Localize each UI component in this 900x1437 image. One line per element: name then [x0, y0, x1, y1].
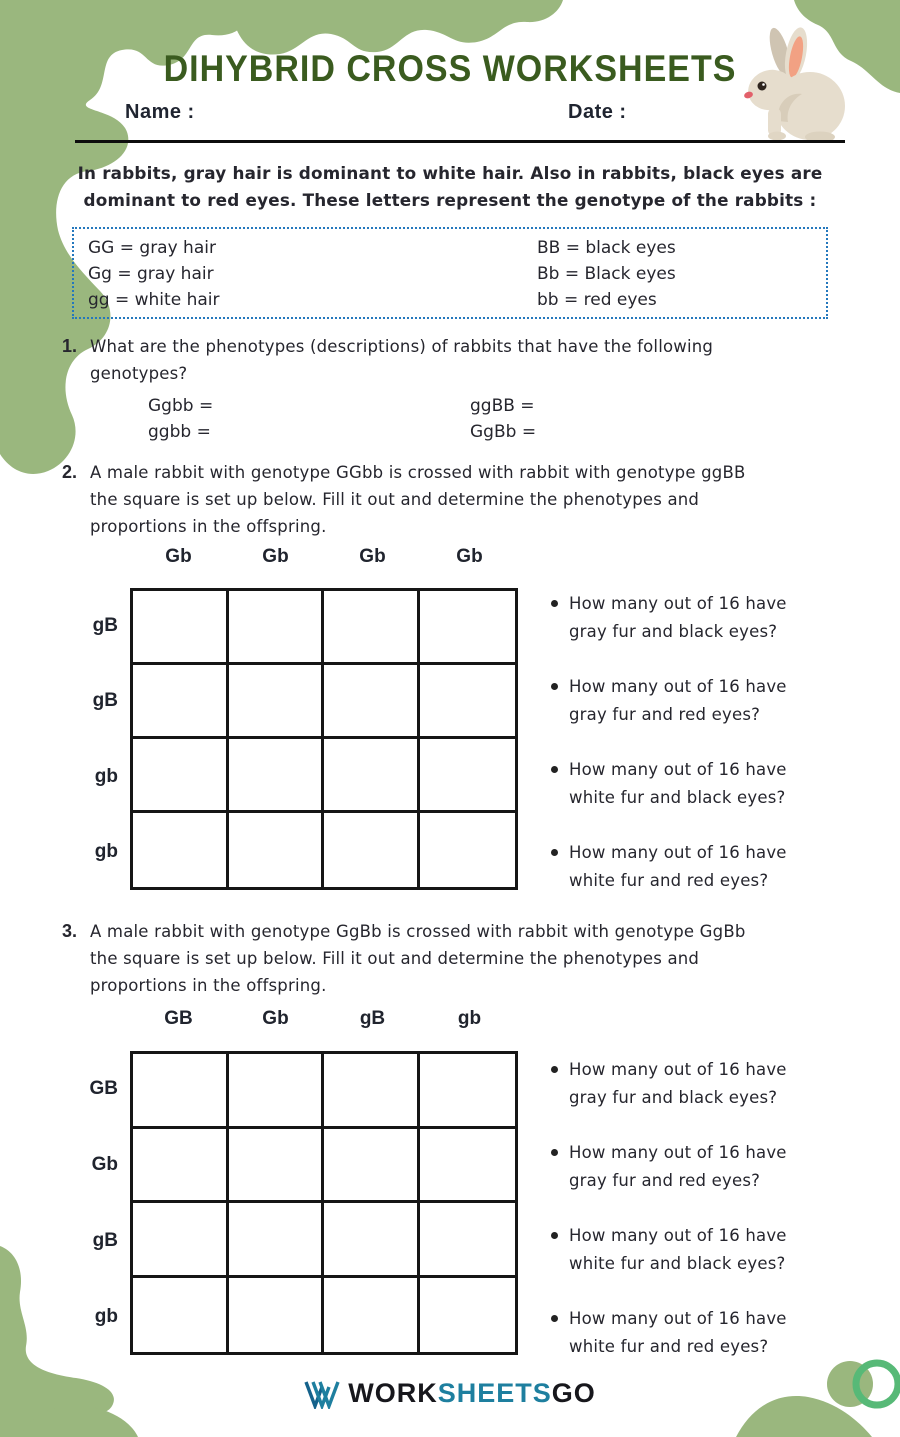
- page-title: DIHYBRID CROSS WORKSHEETS: [163, 48, 737, 90]
- bullet-item: [551, 1139, 887, 1194]
- q1-answer-blanks-left: [148, 393, 213, 445]
- question-3-line-3: proportions in the offspring.: [90, 976, 327, 995]
- bullet-dot-icon: [551, 766, 558, 773]
- bullet-item: [551, 1056, 887, 1111]
- punnett-3-row-headers: [70, 1051, 118, 1355]
- logo-word-sheets: SHEETS: [437, 1378, 552, 1408]
- punnett-cell[interactable]: [229, 591, 325, 665]
- bullet-line: gray fur and red eyes?: [569, 704, 761, 724]
- punnett-cell[interactable]: [420, 739, 516, 813]
- bullet-line: How many out of 16 have: [569, 594, 787, 613]
- punnett-cell[interactable]: [229, 1129, 325, 1204]
- punnett-row-header: gb: [94, 765, 118, 787]
- key-item: GG = gray hair: [88, 238, 216, 258]
- question-3-text: [90, 918, 860, 999]
- punnett-row-header: gb: [94, 1306, 118, 1327]
- bullet-dot-icon: [551, 600, 558, 607]
- punnett-col-header: Gb: [262, 546, 289, 567]
- bullet-line: How many out of 16 have: [569, 1226, 787, 1245]
- question-2-line-2: the square is set up below. Fill it out and determine the phenotypes and: [90, 490, 700, 509]
- key-item: Bb = Black eyes: [537, 264, 676, 284]
- intro-text: [40, 160, 860, 214]
- punnett-col-header: Gb: [165, 546, 192, 567]
- bullet-dot-icon: [551, 1066, 558, 1073]
- logo-word-work: WORK: [348, 1378, 438, 1408]
- question-2-number: 2.: [62, 462, 78, 482]
- punnett-col-header: gb: [457, 1008, 482, 1029]
- genotype-key-left: [88, 235, 219, 313]
- bullet-item: [551, 673, 887, 728]
- genotype-key-box: [72, 227, 828, 319]
- punnett-cell[interactable]: [133, 1054, 229, 1129]
- worksheetsgo-wordmark: [348, 1378, 596, 1409]
- bullet-line: How many out of 16 have: [569, 677, 787, 696]
- bullet-line: gray fur and black eyes?: [569, 621, 778, 641]
- question-1-line-1: What are the phenotypes (descriptions) of rabbits that have the following: [90, 337, 714, 356]
- punnett-cell[interactable]: [133, 1129, 229, 1204]
- punnett-cell[interactable]: [324, 1129, 420, 1204]
- punnett-col-header: gB: [359, 1008, 386, 1029]
- punnett-3-column-headers: [130, 1008, 518, 1030]
- answer-blank: GgBb =: [470, 422, 537, 442]
- question-2-text: [90, 459, 860, 540]
- punnett-cell[interactable]: [229, 813, 325, 887]
- answer-blank: ggbb =: [148, 422, 211, 442]
- answer-blank: ggBB =: [470, 396, 535, 416]
- punnett-row-header: gB: [92, 1230, 118, 1251]
- answer-blank: Ggbb =: [148, 396, 214, 416]
- punnett-cell[interactable]: [133, 813, 229, 887]
- bullet-dot-icon: [551, 683, 558, 690]
- worksheetsgo-logo: [0, 1378, 900, 1409]
- question-3-line-1: A male rabbit with genotype GgBb is crossed with rabbit with genotype GgBb: [90, 922, 746, 941]
- punnett-square-2: [130, 588, 518, 890]
- bullet-dot-icon: [551, 1315, 558, 1322]
- punnett-cell[interactable]: [420, 813, 516, 887]
- bullet-item: [551, 1222, 887, 1277]
- punnett-cell[interactable]: [420, 1054, 516, 1129]
- q2-bullet-questions: [551, 590, 887, 922]
- bullet-line: How many out of 16 have: [569, 1060, 787, 1079]
- name-label: Name :: [125, 101, 195, 123]
- worksheetsgo-w-icon: [304, 1379, 340, 1409]
- question-3-number: 3.: [62, 921, 78, 941]
- key-item: gg = white hair: [88, 290, 220, 310]
- punnett-square-3: [130, 1051, 518, 1355]
- punnett-cell[interactable]: [133, 1278, 229, 1353]
- bullet-dot-icon: [551, 1149, 558, 1156]
- bullet-item: [551, 1305, 887, 1360]
- question-3-line-2: the square is set up below. Fill it out and determine the phenotypes and: [90, 949, 700, 968]
- punnett-cell[interactable]: [229, 665, 325, 739]
- question-2-line-3: proportions in the offspring.: [90, 517, 327, 536]
- intro-line-2: dominant to red eyes. These letters represent the genotype of the rabbits :: [83, 190, 817, 210]
- bullet-line: white fur and black eyes?: [569, 1253, 786, 1273]
- bullet-line: How many out of 16 have: [569, 1309, 787, 1328]
- question-1-number: 1.: [62, 336, 78, 356]
- bullet-line: gray fur and red eyes?: [569, 1170, 761, 1190]
- bullet-line: How many out of 16 have: [569, 843, 787, 862]
- punnett-row-header: gB: [92, 690, 118, 712]
- punnett-cell[interactable]: [133, 591, 229, 665]
- punnett-cell[interactable]: [229, 1203, 325, 1278]
- punnett-cell[interactable]: [420, 591, 516, 665]
- key-item: Gg = gray hair: [88, 264, 214, 284]
- bullet-line: How many out of 16 have: [569, 760, 787, 779]
- bullet-line: gray fur and black eyes?: [569, 1087, 778, 1107]
- punnett-col-header: Gb: [359, 546, 386, 567]
- punnett-cell[interactable]: [324, 1054, 420, 1129]
- intro-line-1: In rabbits, gray hair is dominant to white hair. Also in rabbits, black eyes are: [77, 163, 823, 183]
- date-label: Date :: [568, 101, 627, 123]
- q3-bullet-questions: [551, 1056, 887, 1388]
- punnett-cell[interactable]: [420, 1278, 516, 1353]
- logo-word-go: GO: [551, 1378, 596, 1408]
- punnett-row-header: gb: [94, 841, 118, 863]
- question-2-line-1: A male rabbit with genotype GGbb is crossed with rabbit with genotype ggBB: [90, 463, 746, 482]
- punnett-cell[interactable]: [133, 1203, 229, 1278]
- punnett-cell[interactable]: [324, 1278, 420, 1353]
- punnett-cell[interactable]: [324, 591, 420, 665]
- bullet-item: [551, 756, 887, 811]
- bullet-item: [551, 839, 887, 894]
- punnett-cell[interactable]: [420, 1129, 516, 1204]
- punnett-cell[interactable]: [324, 813, 420, 887]
- punnett-cell[interactable]: [133, 665, 229, 739]
- punnett-cell[interactable]: [324, 1203, 420, 1278]
- punnett-cell[interactable]: [420, 1203, 516, 1278]
- punnett-row-header: GB: [89, 1078, 118, 1099]
- punnett-col-header: Gb: [456, 546, 483, 567]
- bullet-line: white fur and red eyes?: [569, 1336, 769, 1356]
- punnett-cell[interactable]: [133, 739, 229, 813]
- punnett-cell[interactable]: [324, 739, 420, 813]
- punnett-col-header: GB: [164, 1008, 193, 1029]
- punnett-cell[interactable]: [324, 665, 420, 739]
- question-1-line-2: genotypes?: [90, 364, 188, 383]
- bullet-dot-icon: [551, 1232, 558, 1239]
- header-divider: [75, 140, 845, 143]
- punnett-2-row-headers: [70, 588, 118, 890]
- punnett-cell[interactable]: [420, 665, 516, 739]
- q1-answer-blanks-right: [470, 393, 536, 445]
- punnett-2-column-headers: [130, 546, 518, 568]
- key-item: bb = red eyes: [537, 290, 657, 310]
- bullet-item: [551, 590, 887, 645]
- punnett-cell[interactable]: [229, 1054, 325, 1129]
- question-1-text: [90, 333, 850, 387]
- punnett-col-header: Gb: [262, 1008, 289, 1029]
- bullet-line: white fur and red eyes?: [569, 870, 769, 890]
- punnett-cell[interactable]: [229, 739, 325, 813]
- key-item: BB = black eyes: [537, 238, 676, 258]
- bullet-dot-icon: [551, 849, 558, 856]
- punnett-cell[interactable]: [229, 1278, 325, 1353]
- punnett-row-header: Gb: [91, 1154, 118, 1175]
- genotype-key-right: [537, 235, 676, 313]
- punnett-row-header: gB: [92, 614, 118, 636]
- bullet-line: white fur and black eyes?: [569, 787, 786, 807]
- bullet-line: How many out of 16 have: [569, 1143, 787, 1162]
